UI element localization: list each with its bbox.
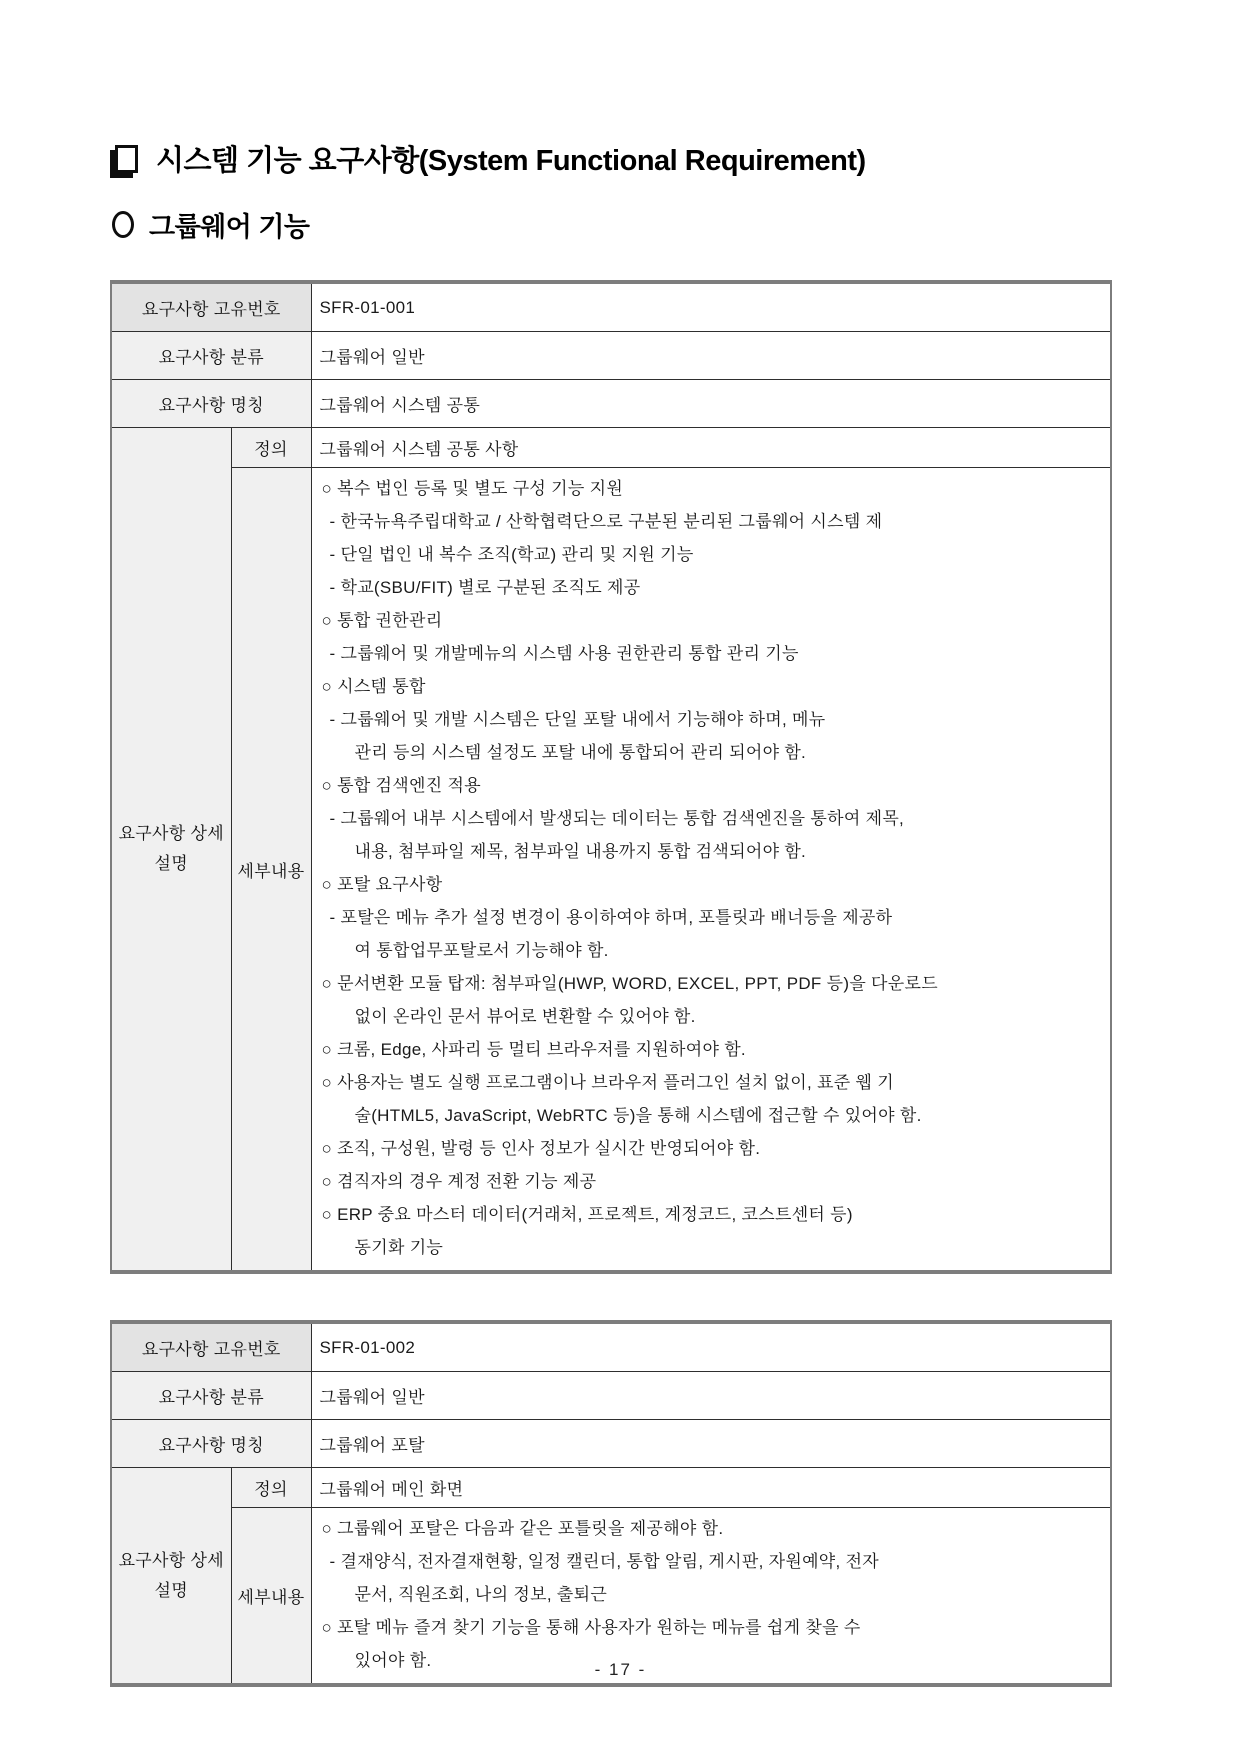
table-row [111, 1322, 1111, 1372]
table-row [111, 282, 1111, 332]
detail-line: - 그룹웨어 및 개발메뉴의 시스템 사용 권한관리 통합 관리 기능 [329, 644, 799, 663]
req-name-value: 그룹웨어 포탈 [311, 1420, 1111, 1468]
req-category-label: 요구사항 분류 [111, 1372, 311, 1420]
detail-line: ○ ERP 중요 마스터 데이터(거래처, 프로젝트, 계정코드, 코스트센터 등) [321, 1205, 853, 1224]
circle-bullet-icon [112, 211, 134, 238]
detail-line: 있어야 함. [354, 1651, 432, 1670]
req-id-value: SFR-01-001 [311, 282, 1111, 332]
page-number: - 17 - [594, 1660, 647, 1679]
detail-line: ○ 포탈 요구사항 [321, 875, 443, 894]
table-row [111, 468, 1111, 1273]
req-detail-label: 요구사항 상세설명 [111, 428, 231, 1273]
detail-line: ○ 복수 법인 등록 및 별도 구성 기능 지원 [321, 479, 624, 498]
detail-line: ○ 그룹웨어 포탈은 다음과 같은 포틀릿을 제공해야 함. [321, 1519, 724, 1538]
detail-line: 여 통합업무포탈로서 기능해야 함. [354, 941, 609, 960]
definition-value: 그룹웨어 메인 화면 [311, 1468, 1111, 1508]
detail-line: - 결재양식, 전자결재현황, 일정 캘린더, 통합 알림, 게시판, 자원예약, 전자 [329, 1552, 880, 1571]
page-title [110, 138, 1174, 179]
table-row [111, 1468, 1111, 1508]
detail-line: 내용, 첨부파일 제목, 첨부파일 내용까지 통합 검색되어야 함. [354, 842, 807, 861]
detail-line: ○ 겸직자의 경우 계정 전환 기능 제공 [321, 1172, 597, 1191]
req-category-value: 그룹웨어 일반 [311, 1372, 1111, 1420]
detail-line: 동기화 기능 [354, 1238, 444, 1257]
detail-line: 문서, 직원조회, 나의 정보, 출퇴근 [354, 1585, 608, 1604]
detail-label: 세부내용 [231, 468, 311, 1273]
table-row [111, 332, 1111, 380]
page-title-text: 시스템 기능 요구사항(System Functional Requirement) [156, 145, 866, 177]
detail-line: 술(HTML5, JavaScript, WebRTC 등)을 통해 시스템에 접근할 수 있어야 함. [354, 1106, 922, 1125]
section-title-text: 그룹웨어 기능 [149, 212, 310, 242]
definition-label: 정의 [231, 1468, 311, 1508]
detail-line: - 학교(SBU/FIT) 별로 구분된 조직도 제공 [329, 578, 641, 597]
req-category-value: 그룹웨어 일반 [311, 332, 1111, 380]
detail-line: - 그룹웨어 및 개발 시스템은 단일 포탈 내에서 기능해야 하며, 메뉴 [329, 710, 826, 729]
req-name-label: 요구사항 명칭 [111, 380, 311, 428]
req-id-label: 요구사항 고유번호 [111, 1322, 311, 1372]
detail-line: - 단일 법인 내 복수 조직(학교) 관리 및 지원 기능 [329, 545, 694, 564]
detail-label: 세부내용 [231, 1508, 311, 1686]
requirement-table-sfr-01-002 [110, 1320, 1112, 1687]
detail-line: - 포탈은 메뉴 추가 설정 변경이 용이하여야 하며, 포틀릿과 배너등을 제공하 [329, 908, 893, 927]
detail-line: - 그룹웨어 내부 시스템에서 발생되는 데이터는 통합 검색엔진을 통하여 제목, [329, 809, 905, 828]
detail-line: ○ 포탈 메뉴 즐겨 찾기 기능을 통해 사용자가 원하는 메뉴를 쉽게 찾을 수 [321, 1618, 861, 1637]
detail-line: ○ 시스템 통합 [321, 677, 426, 696]
detail-line: - 한국뉴욕주립대학교 / 산학협력단으로 구분된 분리된 그룹웨어 시스템 제 [329, 512, 883, 531]
requirement-table-sfr-01-001 [110, 280, 1112, 1274]
definition-label: 정의 [231, 428, 311, 468]
table-row [111, 1508, 1111, 1686]
table-row [111, 1372, 1111, 1420]
detail-line: ○ 문서변환 모듈 탑재: 첨부파일(HWP, WORD, EXCEL, PPT, PDF 등)을 다운로드 [321, 974, 938, 993]
detail-line: ○ 통합 권한관리 [321, 611, 443, 630]
detail-line: ○ 통합 검색엔진 적용 [321, 776, 481, 795]
req-name-value: 그룹웨어 시스템 공통 [311, 380, 1111, 428]
detail-line: ○ 사용자는 별도 실행 프로그램이나 브라우저 플러그인 설치 없이, 표준 웹 기 [321, 1073, 895, 1092]
table-row [111, 428, 1111, 468]
req-id-label: 요구사항 고유번호 [111, 282, 311, 332]
square-bullet-icon [115, 145, 138, 173]
detail-line: 관리 등의 시스템 설정도 포탈 내에 통합되어 관리 되어야 함. [354, 743, 807, 762]
detail-content [311, 1508, 1111, 1686]
req-id-value: SFR-01-002 [311, 1322, 1111, 1372]
detail-line: 없이 온라인 문서 뷰어로 변환할 수 있어야 함. [354, 1007, 696, 1026]
detail-line: ○ 크롬, Edge, 사파리 등 멀티 브라우저를 지원하여야 함. [321, 1040, 746, 1059]
table-row [111, 380, 1111, 428]
req-category-label: 요구사항 분류 [111, 332, 311, 380]
detail-line: ○ 조직, 구성원, 발령 등 인사 정보가 실시간 반영되어야 함. [321, 1139, 761, 1158]
section-title [110, 205, 1174, 244]
definition-value: 그룹웨어 시스템 공통 사항 [311, 428, 1111, 468]
req-detail-label: 요구사항 상세설명 [111, 1468, 231, 1686]
table-row [111, 1420, 1111, 1468]
detail-content [311, 468, 1111, 1273]
req-name-label: 요구사항 명칭 [111, 1420, 311, 1468]
